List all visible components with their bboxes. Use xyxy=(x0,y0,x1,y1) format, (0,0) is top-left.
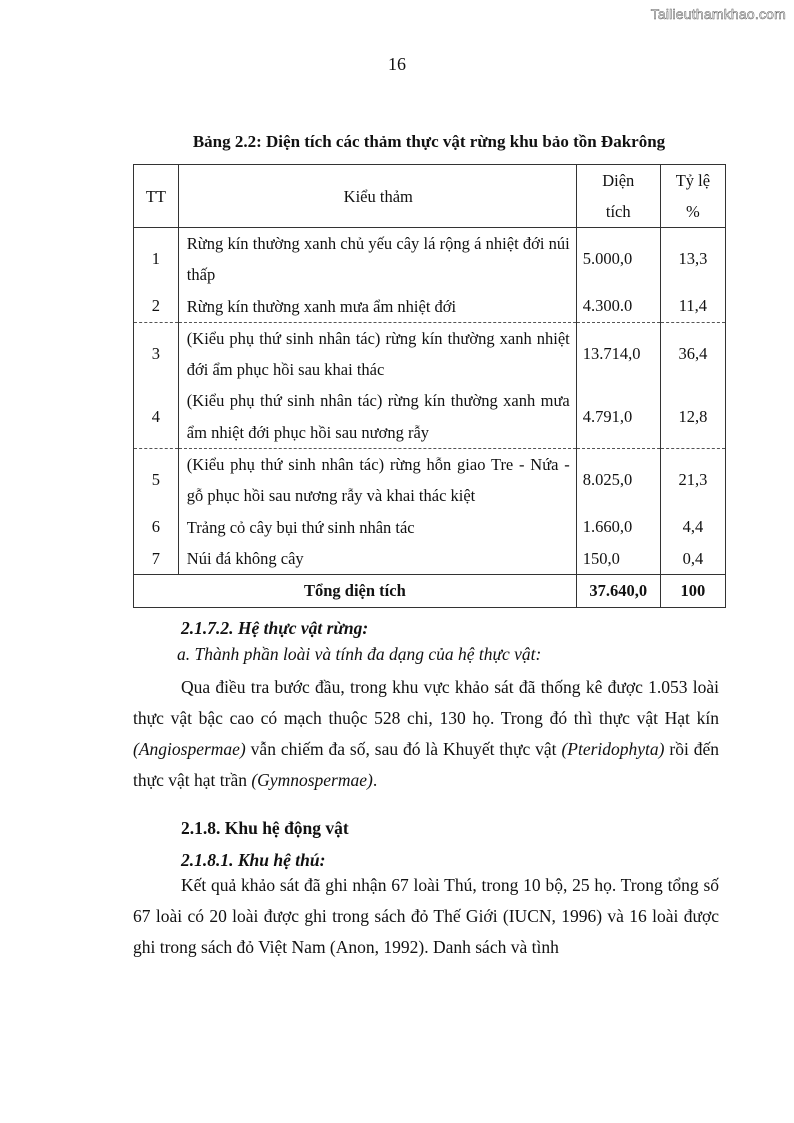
row-tt: 1 xyxy=(134,228,179,291)
row-kind xyxy=(178,228,576,291)
watermark: Tailieuthamkhao.com xyxy=(650,6,786,22)
flora-text-c: rồi đến thực vật hạt trần xyxy=(133,739,719,790)
section-heading-2181: 2.1.8.1. Khu hệ thú: xyxy=(181,850,326,870)
row-kind-text: Trảng cỏ cây bụi thứ sinh nhân tác xyxy=(186,517,415,537)
row-tt: 7 xyxy=(134,543,179,575)
row-kind-text: Rừng kín thường xanh chủ yếu cây lá rộng á nhiệt đới núi thấp xyxy=(186,234,570,285)
row-ratio: 21,3 xyxy=(660,449,725,512)
row-kind xyxy=(178,291,576,323)
row-tt: 3 xyxy=(134,322,179,385)
term-gymnospermae: (Gymnospermae) xyxy=(251,770,373,790)
term-pteridophyta: (Pteridophyta) xyxy=(561,739,665,759)
row-tt: 6 xyxy=(134,512,179,543)
row-area: 4.791,0 xyxy=(576,385,660,448)
table-row xyxy=(134,228,726,291)
row-ratio: 12,8 xyxy=(660,385,725,448)
header-area xyxy=(576,165,660,228)
subheading-composition: a. Thành phần loài và tính đa dạng của hệ thực vật: xyxy=(177,644,542,664)
term-angiospermae: (Angiospermae) xyxy=(133,739,246,759)
section-heading-2172: 2.1.7.2. Hệ thực vật rừng: xyxy=(181,618,369,638)
row-ratio: 4,4 xyxy=(660,512,725,543)
row-ratio: 0,4 xyxy=(660,543,725,575)
total-area: 37.640,0 xyxy=(576,575,660,608)
table-row xyxy=(134,512,726,543)
header-kind: Kiểu thảm xyxy=(178,165,576,228)
row-kind xyxy=(178,322,576,385)
table-header-row xyxy=(134,165,726,228)
row-ratio: 11,4 xyxy=(660,291,725,323)
header-ratio-line2: % xyxy=(686,202,700,221)
table-row xyxy=(134,291,726,323)
header-ratio-line1: Tỷ lệ xyxy=(675,171,711,190)
row-tt: 5 xyxy=(134,449,179,512)
header-ratio xyxy=(660,165,725,228)
vegetation-table xyxy=(133,164,726,608)
table-caption: Bảng 2.2: Diện tích các thảm thực vật rừng khu bảo tồn Đakrông xyxy=(192,132,666,151)
paragraph-flora xyxy=(133,672,719,796)
row-kind xyxy=(178,543,576,575)
row-area: 4.300.0 xyxy=(576,291,660,323)
total-ratio: 100 xyxy=(660,575,725,608)
row-area: 5.000,0 xyxy=(576,228,660,291)
table-row xyxy=(134,543,726,575)
row-kind-text: Núi đá không cây xyxy=(186,548,304,568)
row-kind-text: (Kiểu phụ thứ sinh nhân tác) rừng kín thường xanh mưa ẩm nhiệt đới phục hồi sau nương rẫy xyxy=(186,391,570,442)
row-kind-text: Rừng kín thường xanh mưa ẩm nhiệt đới xyxy=(186,296,457,316)
row-tt: 2 xyxy=(134,291,179,323)
row-area: 1.660,0 xyxy=(576,512,660,543)
flora-text-b: vẫn chiếm đa số, sau đó là Khuyết thực vật xyxy=(245,739,562,759)
section-heading-218: 2.1.8. Khu hệ động vật xyxy=(181,818,349,838)
row-kind xyxy=(178,449,576,512)
row-area: 8.025,0 xyxy=(576,449,660,512)
header-tt: TT xyxy=(134,165,179,228)
paragraph-fauna: Kết quả khảo sát đã ghi nhận 67 loài Thú, trong 10 bộ, 25 họ. Trong tổng số 67 loài có 20 loài được ghi trong sách đỏ Thế Giới (IUCN, 1996) và 16 loài được ghi trong sách đỏ Việt Nam (Anon, 1992). Danh sách và tình xyxy=(133,875,719,957)
header-area-line2: tích xyxy=(605,202,631,221)
total-label: Tổng diện tích xyxy=(134,575,577,608)
row-kind-text: (Kiểu phụ thứ sinh nhân tác) rừng hỗn giao Tre - Nứa - gỗ phục hồi sau nương rẫy và khai thác kiệt xyxy=(186,455,570,506)
flora-text-d: . xyxy=(372,770,378,790)
row-kind-text: (Kiểu phụ thứ sinh nhân tác) rừng kín thường xanh nhiệt đới ẩm phục hồi sau khai thác xyxy=(186,328,570,380)
page-number: 16 xyxy=(388,54,406,74)
table-row xyxy=(134,385,726,448)
table-row xyxy=(134,322,726,385)
header-area-line1: Diện xyxy=(602,171,635,190)
row-area: 13.714,0 xyxy=(576,322,660,385)
table-row xyxy=(134,449,726,512)
row-ratio: 36,4 xyxy=(660,322,725,385)
row-kind xyxy=(178,385,576,448)
table-total-row xyxy=(134,575,726,608)
row-tt: 4 xyxy=(134,385,179,448)
row-kind xyxy=(178,512,576,543)
row-area: 150,0 xyxy=(576,543,660,575)
flora-text-a: Qua điều tra bước đầu, trong khu vực khảo sát đã thống kê được 1.053 loài thực vật bậc cao có mạch thuộc 528 chi, 130 họ. Trong đó thì thực vật Hạt kín xyxy=(133,677,719,728)
row-ratio: 13,3 xyxy=(660,228,725,291)
